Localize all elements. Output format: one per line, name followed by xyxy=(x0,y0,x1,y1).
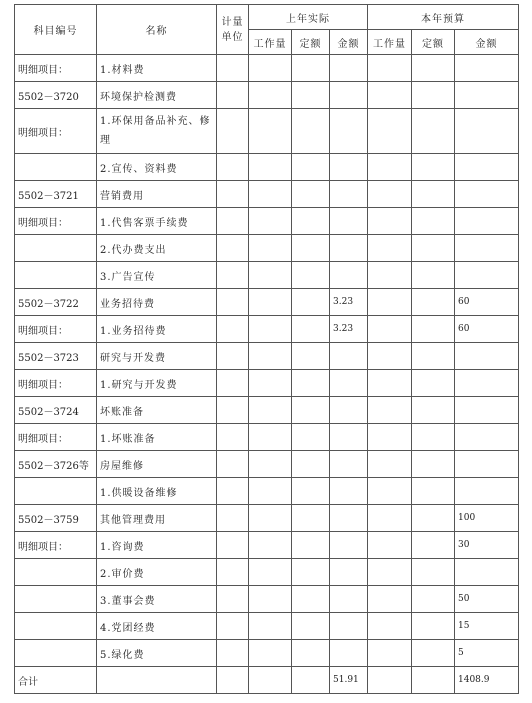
row-name: 1.咨询费 xyxy=(97,532,217,559)
row-curr-amount xyxy=(455,370,519,397)
row-prev-quota xyxy=(292,451,330,478)
row-code xyxy=(15,613,97,640)
budget-table xyxy=(14,4,519,694)
table-row xyxy=(15,316,519,343)
row-prev-quota xyxy=(292,424,330,451)
table-row xyxy=(15,613,519,640)
row-curr-workload xyxy=(368,424,412,451)
row-name: 房屋维修 xyxy=(97,451,217,478)
row-prev-workload xyxy=(249,55,292,82)
row-prev-amount xyxy=(330,208,368,235)
row-curr-quota xyxy=(412,559,455,586)
row-prev-workload xyxy=(249,208,292,235)
row-unit xyxy=(217,181,249,208)
row-curr-amount xyxy=(455,154,519,181)
row-curr-amount xyxy=(455,397,519,424)
row-prev-amount xyxy=(330,109,368,154)
header-name: 名称 xyxy=(97,5,217,55)
row-curr-workload xyxy=(368,208,412,235)
row-name: 1.材料费 xyxy=(97,55,217,82)
row-curr-quota xyxy=(412,109,455,154)
row-unit xyxy=(217,55,249,82)
row-prev-amount xyxy=(330,532,368,559)
row-unit xyxy=(217,505,249,532)
row-curr-quota xyxy=(412,181,455,208)
row-curr-workload xyxy=(368,235,412,262)
row-unit xyxy=(217,154,249,181)
row-prev-quota xyxy=(292,208,330,235)
row-name: 1.代售客票手续费 xyxy=(97,208,217,235)
row-name: 坏账准备 xyxy=(97,397,217,424)
row-curr-quota xyxy=(412,370,455,397)
row-code: 明细项目： xyxy=(15,55,97,82)
row-curr-amount xyxy=(455,262,519,289)
row-unit xyxy=(217,478,249,505)
row-curr-workload xyxy=(368,289,412,316)
row-curr-quota xyxy=(412,262,455,289)
row-unit xyxy=(217,613,249,640)
row-curr-workload xyxy=(368,55,412,82)
table-row xyxy=(15,586,519,613)
row-prev-workload xyxy=(249,109,292,154)
row-prev-workload xyxy=(249,451,292,478)
row-curr-workload xyxy=(368,370,412,397)
row-code: 5502－3720 xyxy=(15,82,97,109)
row-unit xyxy=(217,208,249,235)
row-curr-quota xyxy=(412,343,455,370)
row-curr-amount xyxy=(455,424,519,451)
row-prev-amount xyxy=(330,478,368,505)
row-curr-quota xyxy=(412,532,455,559)
table-row xyxy=(15,640,519,667)
row-prev-workload xyxy=(249,289,292,316)
table-row xyxy=(15,289,519,316)
row-prev-amount xyxy=(330,181,368,208)
row-curr-workload xyxy=(368,667,412,694)
row-curr-workload xyxy=(368,397,412,424)
table-row xyxy=(15,451,519,478)
table-row xyxy=(15,109,519,154)
row-curr-workload xyxy=(368,640,412,667)
row-unit xyxy=(217,640,249,667)
row-prev-amount xyxy=(330,613,368,640)
row-prev-amount xyxy=(330,235,368,262)
row-unit xyxy=(217,532,249,559)
row-curr-amount: 60 xyxy=(455,316,519,343)
header-prev-workload: 工作量 xyxy=(249,30,292,55)
row-unit xyxy=(217,424,249,451)
row-prev-quota xyxy=(292,586,330,613)
table-row xyxy=(15,559,519,586)
row-code xyxy=(15,586,97,613)
row-prev-workload xyxy=(249,640,292,667)
row-curr-amount: 5 xyxy=(455,640,519,667)
row-prev-workload xyxy=(249,262,292,289)
row-unit xyxy=(217,667,249,694)
row-prev-workload xyxy=(249,505,292,532)
row-prev-quota xyxy=(292,640,330,667)
row-curr-workload xyxy=(368,181,412,208)
header-curr-workload: 工作量 xyxy=(368,30,412,55)
row-curr-quota xyxy=(412,451,455,478)
row-unit xyxy=(217,370,249,397)
row-unit xyxy=(217,343,249,370)
row-curr-amount xyxy=(455,478,519,505)
row-prev-quota xyxy=(292,55,330,82)
row-code: 合计 xyxy=(15,667,97,694)
row-curr-amount: 100 xyxy=(455,505,519,532)
row-prev-amount: 51.91 xyxy=(330,667,368,694)
row-code: 明细项目： xyxy=(15,424,97,451)
row-prev-workload xyxy=(249,370,292,397)
row-prev-quota xyxy=(292,667,330,694)
row-prev-amount xyxy=(330,451,368,478)
row-unit xyxy=(217,397,249,424)
row-curr-amount xyxy=(455,208,519,235)
table-row xyxy=(15,181,519,208)
row-prev-workload xyxy=(249,82,292,109)
row-curr-workload xyxy=(368,154,412,181)
row-prev-amount xyxy=(330,640,368,667)
row-prev-workload xyxy=(249,397,292,424)
table-body xyxy=(15,55,519,694)
row-prev-amount xyxy=(330,397,368,424)
row-curr-workload xyxy=(368,586,412,613)
header-curr-quota: 定额 xyxy=(412,30,455,55)
row-unit xyxy=(217,559,249,586)
row-name: 1.坏账准备 xyxy=(97,424,217,451)
row-name: 2.审价费 xyxy=(97,559,217,586)
row-curr-amount: 50 xyxy=(455,586,519,613)
row-prev-workload xyxy=(249,667,292,694)
row-code: 5502－3726等 xyxy=(15,451,97,478)
row-prev-amount xyxy=(330,262,368,289)
row-name: 其他管理费用 xyxy=(97,505,217,532)
table-row xyxy=(15,667,519,694)
row-curr-workload xyxy=(368,505,412,532)
row-code: 明细项目： xyxy=(15,316,97,343)
row-prev-amount xyxy=(330,343,368,370)
row-curr-amount: 30 xyxy=(455,532,519,559)
row-name: 营销费用 xyxy=(97,181,217,208)
row-unit xyxy=(217,82,249,109)
row-curr-amount xyxy=(455,109,519,154)
row-prev-quota xyxy=(292,559,330,586)
row-curr-quota xyxy=(412,424,455,451)
row-curr-amount: 15 xyxy=(455,613,519,640)
row-name: 1.环保用备品补充、修理 xyxy=(97,109,217,154)
row-code: 明细项目： xyxy=(15,208,97,235)
row-unit xyxy=(217,586,249,613)
row-curr-workload xyxy=(368,316,412,343)
row-curr-quota xyxy=(412,397,455,424)
row-curr-quota xyxy=(412,208,455,235)
table-row xyxy=(15,424,519,451)
row-prev-amount xyxy=(330,370,368,397)
row-curr-quota xyxy=(412,316,455,343)
row-code: 5502－3723 xyxy=(15,343,97,370)
row-name: 2.宣传、资料费 xyxy=(97,154,217,181)
row-prev-workload xyxy=(249,559,292,586)
row-curr-quota xyxy=(412,478,455,505)
row-prev-amount xyxy=(330,559,368,586)
row-curr-workload xyxy=(368,532,412,559)
row-curr-workload xyxy=(368,109,412,154)
row-prev-amount xyxy=(330,154,368,181)
row-prev-amount xyxy=(330,55,368,82)
row-code: 明细项目： xyxy=(15,532,97,559)
row-prev-amount xyxy=(330,505,368,532)
table-row xyxy=(15,532,519,559)
row-name: 1.研究与开发费 xyxy=(97,370,217,397)
header-unit-line2: 单位 xyxy=(221,31,244,43)
row-prev-quota xyxy=(292,370,330,397)
row-name: 业务招待费 xyxy=(97,289,217,316)
row-prev-workload xyxy=(249,424,292,451)
row-curr-amount xyxy=(455,82,519,109)
table-row xyxy=(15,208,519,235)
row-curr-amount xyxy=(455,343,519,370)
table-row xyxy=(15,235,519,262)
header-unit xyxy=(217,5,249,55)
row-name xyxy=(97,667,217,694)
row-prev-quota xyxy=(292,181,330,208)
row-curr-workload xyxy=(368,343,412,370)
row-curr-quota xyxy=(412,640,455,667)
row-name: 2.代办费支出 xyxy=(97,235,217,262)
row-name: 1.供暖设备维修 xyxy=(97,478,217,505)
table-row xyxy=(15,55,519,82)
row-name: 4.党团经费 xyxy=(97,613,217,640)
row-curr-amount: 1408.9 xyxy=(455,667,519,694)
row-prev-quota xyxy=(292,316,330,343)
row-prev-quota xyxy=(292,262,330,289)
table-row xyxy=(15,370,519,397)
row-code: 5502－3724 xyxy=(15,397,97,424)
header-curr-amount: 金额 xyxy=(455,30,519,55)
row-code: 明细项目： xyxy=(15,109,97,154)
row-prev-quota xyxy=(292,478,330,505)
row-code: 明细项目： xyxy=(15,370,97,397)
row-curr-workload xyxy=(368,451,412,478)
table-row xyxy=(15,154,519,181)
row-prev-quota xyxy=(292,235,330,262)
row-prev-quota xyxy=(292,505,330,532)
row-name: 5.绿化费 xyxy=(97,640,217,667)
table-row xyxy=(15,505,519,532)
row-curr-workload xyxy=(368,262,412,289)
row-prev-quota xyxy=(292,613,330,640)
row-curr-amount xyxy=(455,235,519,262)
table-row xyxy=(15,343,519,370)
row-unit xyxy=(217,289,249,316)
table-row xyxy=(15,82,519,109)
header-curr-budget: 本年预算 xyxy=(368,5,519,30)
row-code xyxy=(15,640,97,667)
row-curr-amount xyxy=(455,451,519,478)
row-prev-quota xyxy=(292,82,330,109)
row-prev-quota xyxy=(292,532,330,559)
row-curr-quota xyxy=(412,667,455,694)
header-prev-actual: 上年实际 xyxy=(249,5,368,30)
row-code xyxy=(15,559,97,586)
row-curr-quota xyxy=(412,55,455,82)
row-code xyxy=(15,478,97,505)
row-prev-quota xyxy=(292,343,330,370)
row-unit xyxy=(217,109,249,154)
row-curr-workload xyxy=(368,478,412,505)
row-unit xyxy=(217,262,249,289)
row-name: 1.业务招待费 xyxy=(97,316,217,343)
row-prev-workload xyxy=(249,532,292,559)
row-prev-workload xyxy=(249,316,292,343)
row-code xyxy=(15,262,97,289)
row-curr-workload xyxy=(368,82,412,109)
row-code: 5502－3721 xyxy=(15,181,97,208)
row-curr-quota xyxy=(412,586,455,613)
row-prev-quota xyxy=(292,154,330,181)
header-code: 科目编号 xyxy=(15,5,97,55)
row-curr-quota xyxy=(412,613,455,640)
row-curr-amount xyxy=(455,181,519,208)
table-header xyxy=(15,5,519,55)
table-row xyxy=(15,397,519,424)
row-prev-workload xyxy=(249,181,292,208)
row-curr-amount: 60 xyxy=(455,289,519,316)
row-name: 3.董事会费 xyxy=(97,586,217,613)
row-prev-workload xyxy=(249,235,292,262)
row-prev-amount: 3.23 xyxy=(330,289,368,316)
row-prev-workload xyxy=(249,586,292,613)
row-unit xyxy=(217,316,249,343)
row-curr-amount xyxy=(455,55,519,82)
row-code xyxy=(15,154,97,181)
row-unit xyxy=(217,451,249,478)
header-prev-amount: 金额 xyxy=(330,30,368,55)
row-curr-quota xyxy=(412,235,455,262)
row-prev-quota xyxy=(292,109,330,154)
header-prev-quota: 定额 xyxy=(292,30,330,55)
row-prev-amount xyxy=(330,82,368,109)
row-curr-quota xyxy=(412,82,455,109)
row-code: 5502－3722 xyxy=(15,289,97,316)
row-name: 研究与开发费 xyxy=(97,343,217,370)
row-prev-workload xyxy=(249,478,292,505)
row-curr-workload xyxy=(368,613,412,640)
row-curr-quota xyxy=(412,289,455,316)
row-code xyxy=(15,235,97,262)
row-prev-amount xyxy=(330,424,368,451)
table-row xyxy=(15,262,519,289)
row-curr-workload xyxy=(368,559,412,586)
row-curr-quota xyxy=(412,505,455,532)
row-prev-workload xyxy=(249,154,292,181)
table-row xyxy=(15,478,519,505)
row-name: 环境保护检测费 xyxy=(97,82,217,109)
row-prev-workload xyxy=(249,343,292,370)
row-prev-workload xyxy=(249,613,292,640)
row-code: 5502－3759 xyxy=(15,505,97,532)
row-prev-amount: 3.23 xyxy=(330,316,368,343)
row-prev-quota xyxy=(292,289,330,316)
row-prev-quota xyxy=(292,397,330,424)
row-name: 3.广告宣传 xyxy=(97,262,217,289)
row-prev-amount xyxy=(330,586,368,613)
row-curr-quota xyxy=(412,154,455,181)
row-curr-amount xyxy=(455,559,519,586)
header-unit-line1: 计量 xyxy=(221,16,244,28)
row-unit xyxy=(217,235,249,262)
